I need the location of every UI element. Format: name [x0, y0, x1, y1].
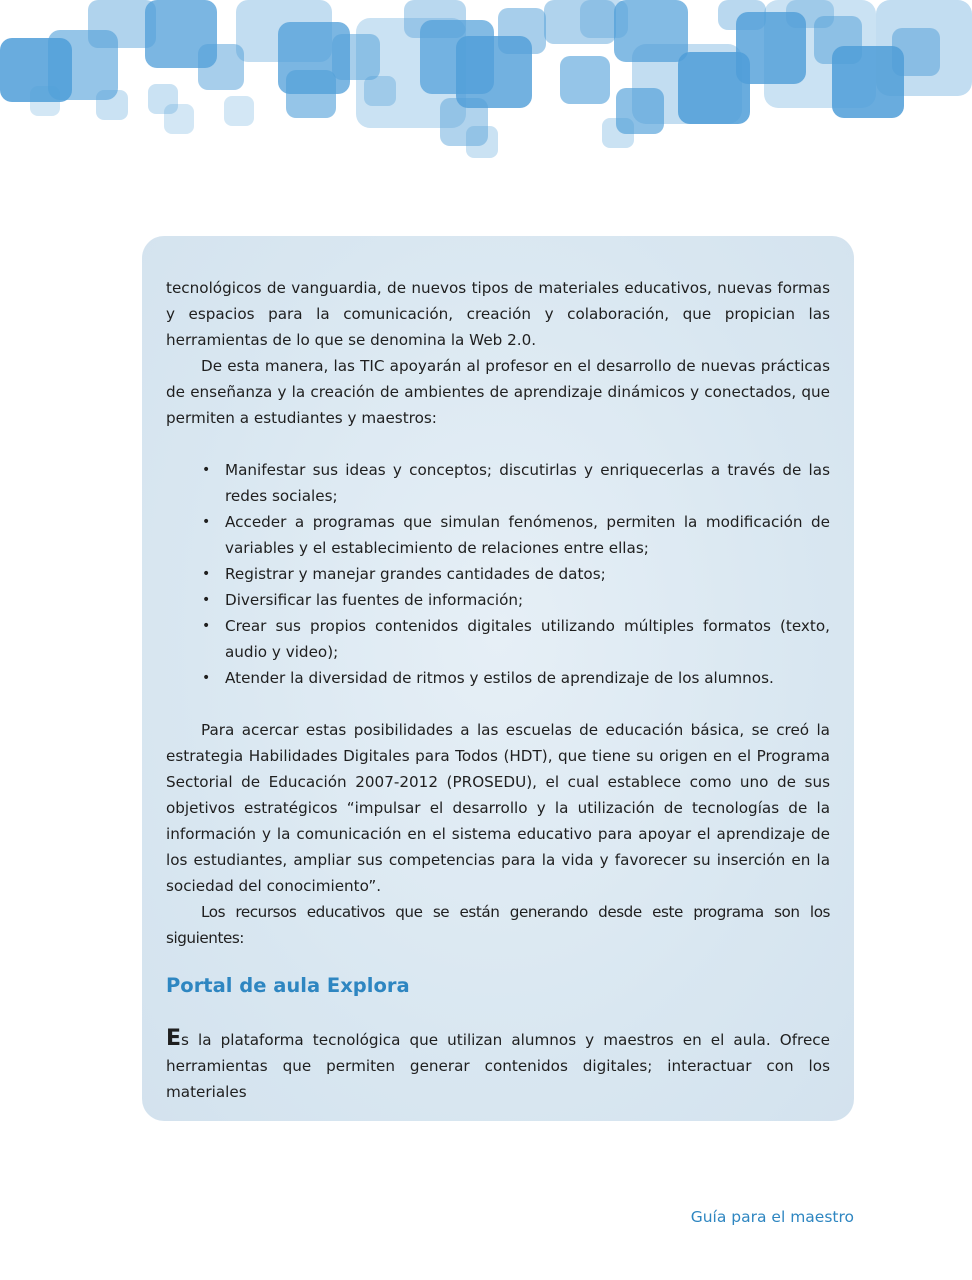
- footer-guide-label: Guía para el maestro: [690, 1208, 854, 1226]
- bullet-icon: •: [202, 618, 211, 634]
- hdt-paragraph: Para acercar estas posibilidades a las escuelas de educación básica, se creó la estrategia Habilidades Digitales para Todos (HDT), que tiene su origen en el Programa Sectorial de Educación 2007-2012 (PROSEDU), el cual establece como uno de sus objetivos estratégicos “impulsar el desarrollo y la utilización de tecnologías de la información y la comunicación en el sistema educativo para apoyar el aprendizaje de los estudiantes, ampliar sus competencias para la vida y favorecer su inserción en la sociedad del conocimiento”.: [166, 721, 830, 895]
- main-text: [166, 275, 830, 1105]
- resources-paragraph: Los recursos educativos que se están generando desde este programa son los siguientes:: [166, 903, 830, 947]
- bullet-icon: •: [202, 566, 211, 582]
- list-item: • Manifestar sus ideas y conceptos; discutirlas y enriquecerlas a través de las redes sociales;: [166, 457, 830, 509]
- list-item: • Crear sus propios contenidos digitales utilizando múltiples formatos (texto, audio y video);: [166, 613, 830, 665]
- section-heading: Portal de aula Explora: [166, 974, 410, 997]
- explora-paragraph: Es la plataforma tecnológica que utilizan alumnos y maestros en el aula. Ofrece herramientas que permiten generar contenidos digitales; interactuar con los materiales: [166, 1026, 830, 1101]
- list-item: • Acceder a programas que simulan fenómenos, permiten la modificación de variables y el establecimiento de relaciones entre ellas;: [166, 509, 830, 561]
- bullet-icon: •: [202, 670, 211, 686]
- intro-paragraph-2: De esta manera, las TIC apoyarán al profesor en el desarrollo de nuevas prácticas de enseñanza y la creación de ambientes de aprendizaje dinámicos y conectados, que permiten a estudiantes y maestros:: [166, 357, 830, 427]
- bullet-icon: •: [202, 592, 211, 608]
- bullet-icon: •: [202, 462, 211, 478]
- list-item: • Atender la diversidad de ritmos y estilos de aprendizaje de los alumnos.: [166, 665, 830, 691]
- header-squares-decoration: [0, 0, 972, 170]
- intro-paragraph-1: tecnológicos de vanguardia, de nuevos tipos de materiales educativos, nuevas formas y espacios para la comunicación, creación y colaboración, que propician las herramientas de lo que se denomina la Web 2.0.: [166, 279, 830, 349]
- list-item: • Registrar y manejar grandes cantidades de datos;: [166, 561, 830, 587]
- list-item: • Diversificar las fuentes de información;: [166, 587, 830, 613]
- drop-cap: E: [166, 1026, 182, 1051]
- bullet-list: [166, 457, 830, 691]
- bullet-icon: •: [202, 514, 211, 530]
